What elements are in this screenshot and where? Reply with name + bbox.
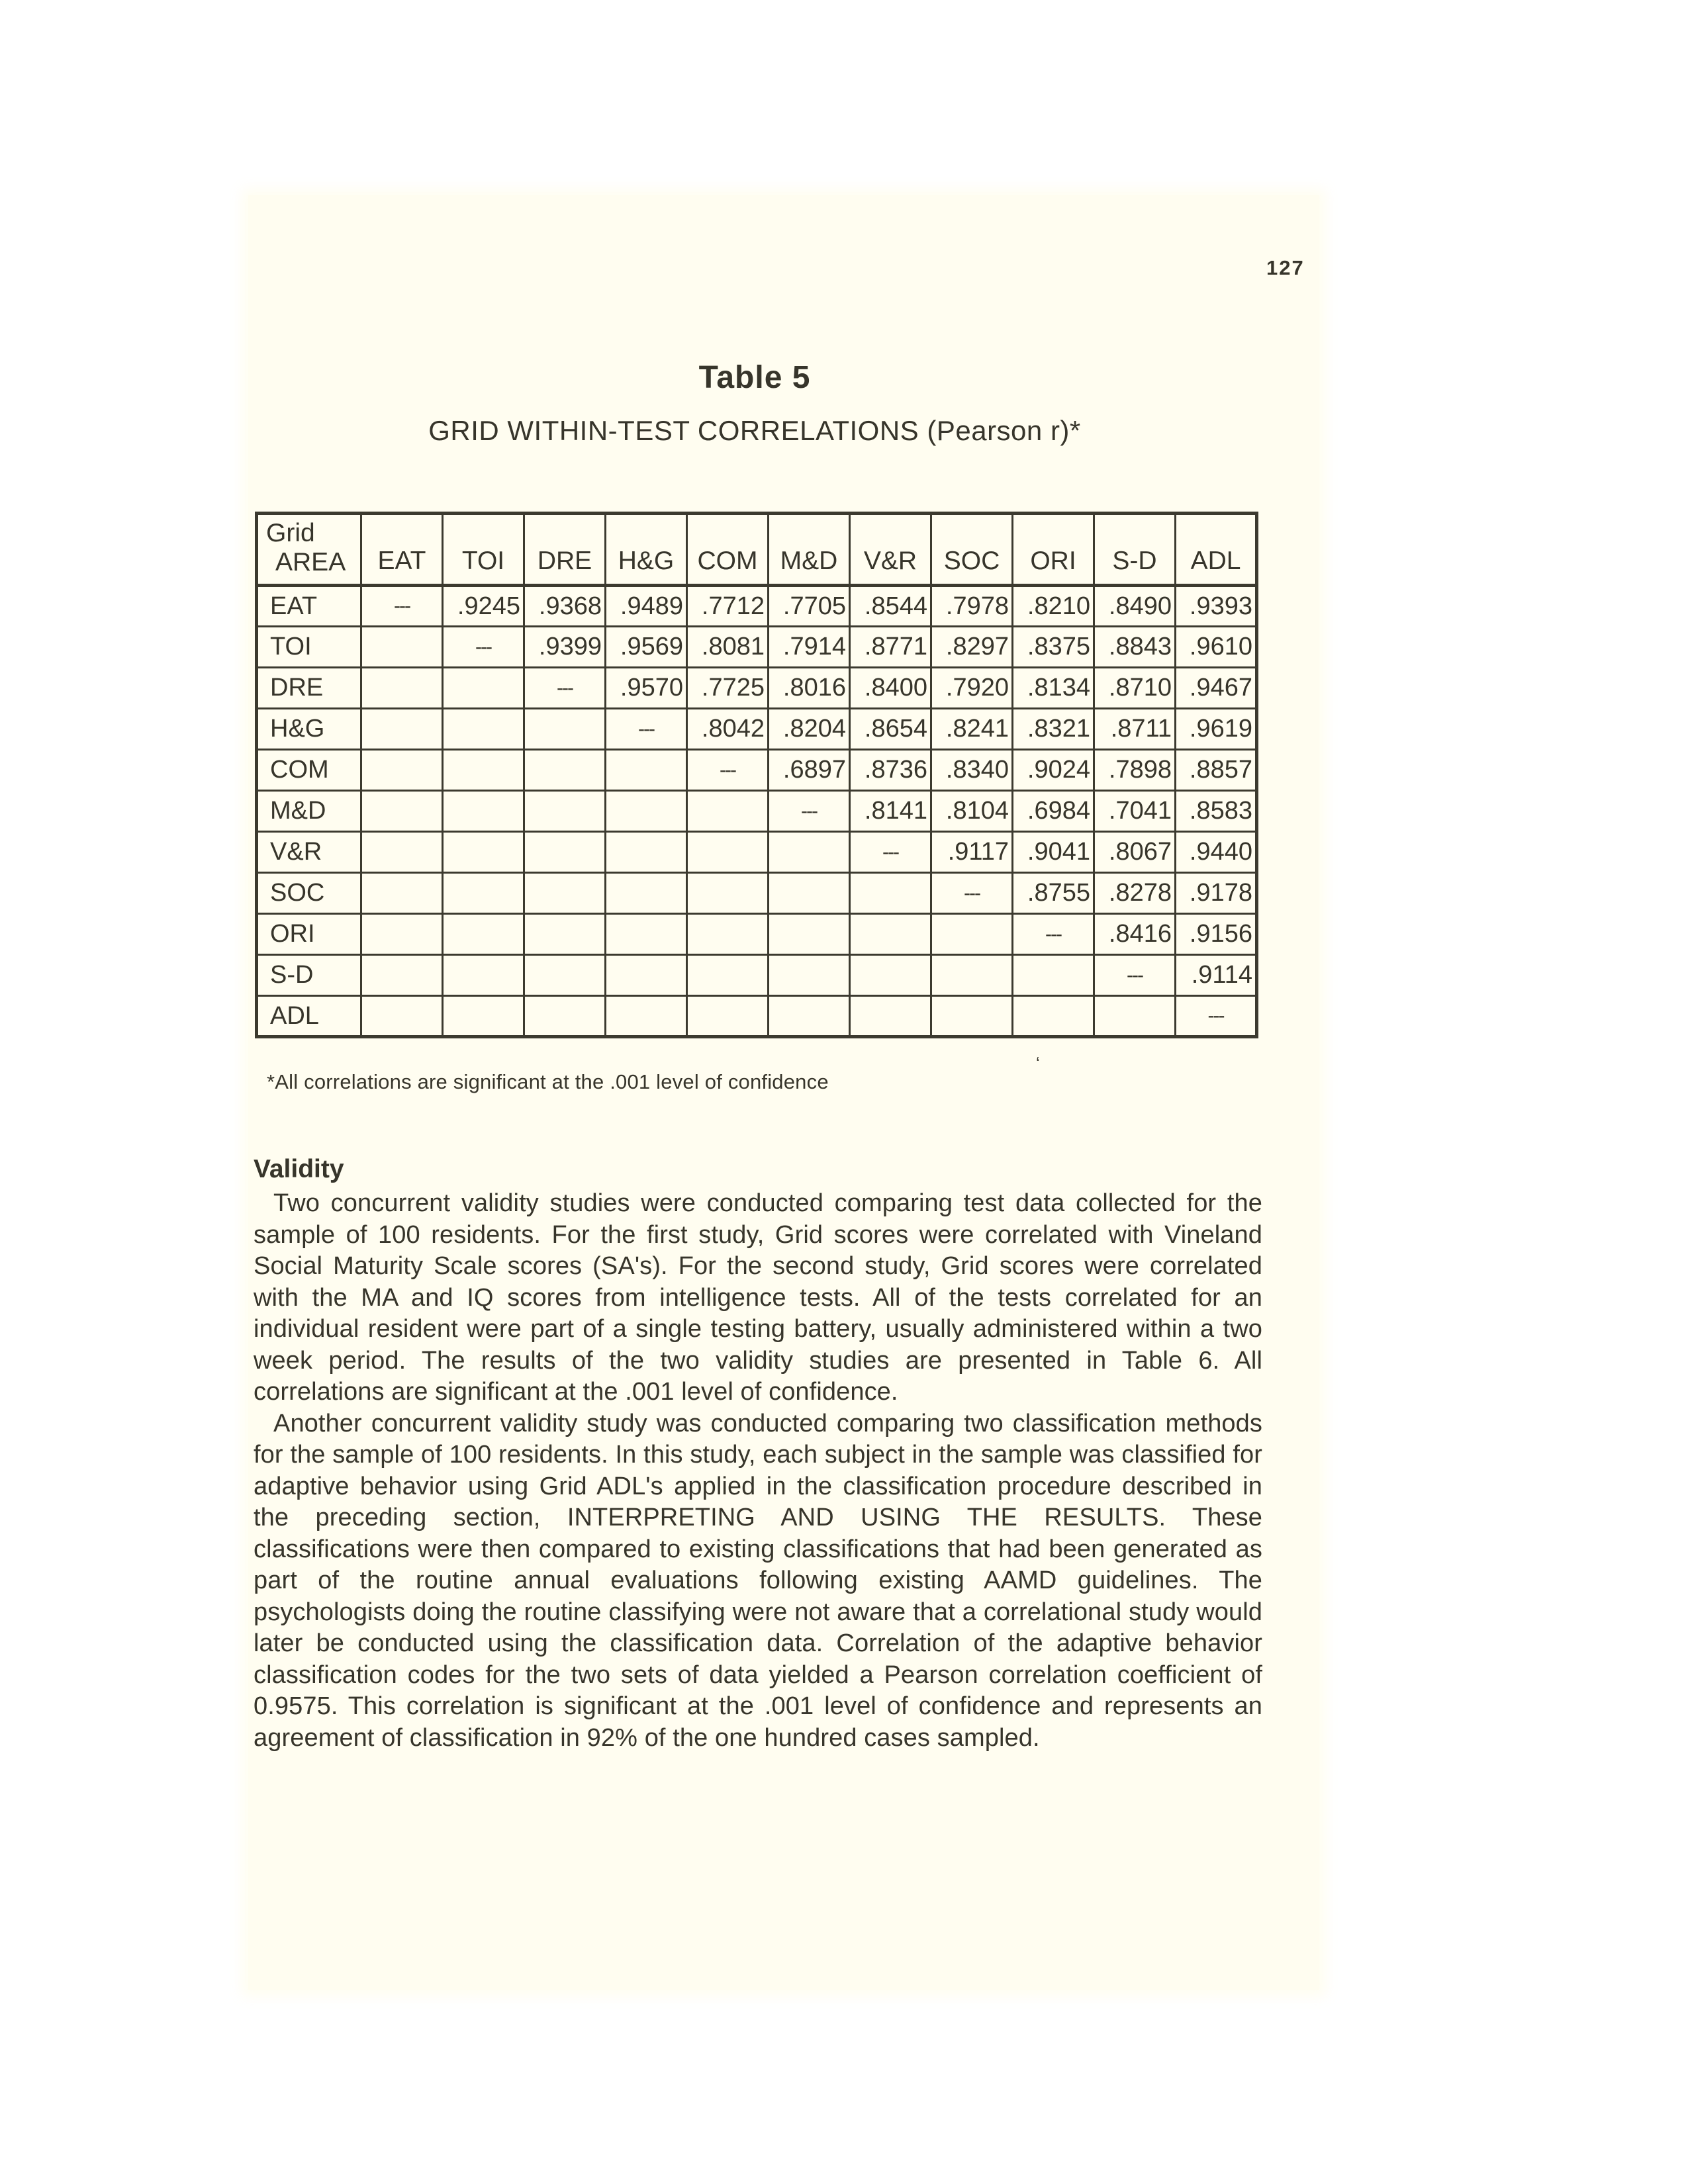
- row-label: COM: [257, 750, 361, 791]
- correlation-cell: ---: [1013, 914, 1094, 955]
- table-row: [257, 996, 1257, 1037]
- row-label: SOC: [257, 873, 361, 914]
- correlation-cell: .8710: [1094, 668, 1176, 709]
- correlation-cell: [606, 791, 687, 832]
- column-header: M&D: [769, 514, 850, 586]
- corner-header: [257, 514, 361, 586]
- correlation-cell: .8583: [1176, 791, 1257, 832]
- correlation-cell: .8857: [1176, 750, 1257, 791]
- correlation-cell: ---: [606, 709, 687, 750]
- table-row: [257, 955, 1257, 996]
- correlation-cell: .8210: [1013, 586, 1094, 627]
- table-row: [257, 709, 1257, 750]
- scanned-page: [248, 195, 1319, 1990]
- correlation-cell: [524, 709, 606, 750]
- correlation-cell: .7920: [931, 668, 1013, 709]
- correlation-cell: .9569: [606, 627, 687, 668]
- table-row: [257, 914, 1257, 955]
- correlation-cell: [687, 996, 769, 1037]
- table-subtitle: GRID WITHIN-TEST CORRELATIONS (Pearson r)*: [428, 415, 1081, 446]
- corner-header-line2: AREA: [275, 548, 346, 576]
- correlation-table: [255, 512, 1258, 1038]
- correlation-cell: .9467: [1176, 668, 1257, 709]
- row-label: ADL: [257, 996, 361, 1037]
- correlation-cell: ---: [524, 668, 606, 709]
- correlation-cell: .9114: [1176, 955, 1257, 996]
- correlation-cell: [687, 873, 769, 914]
- correlation-cell: .8042: [687, 709, 769, 750]
- correlation-cell: [606, 832, 687, 873]
- correlation-cell: .9178: [1176, 873, 1257, 914]
- correlation-cell: [361, 873, 443, 914]
- correlation-cell: [361, 750, 443, 791]
- correlation-cell: [443, 955, 524, 996]
- correlation-cell: [361, 914, 443, 955]
- correlation-cell: [443, 709, 524, 750]
- correlation-cell: [361, 955, 443, 996]
- correlation-cell: ---: [850, 832, 931, 873]
- correlation-cell: .8771: [850, 627, 931, 668]
- validity-text-block: [254, 1188, 1262, 1754]
- corner-header-line1: Grid: [266, 519, 315, 547]
- page-number: 127: [1266, 256, 1305, 279]
- table-row: [257, 668, 1257, 709]
- table-header-row: [257, 514, 1257, 586]
- correlation-cell: .8375: [1013, 627, 1094, 668]
- correlation-cell: ---: [1094, 955, 1176, 996]
- correlation-cell: [687, 832, 769, 873]
- column-header: ADL: [1176, 514, 1257, 586]
- table-header: [257, 514, 1257, 586]
- row-label: H&G: [257, 709, 361, 750]
- correlation-cell: .8711: [1094, 709, 1176, 750]
- column-header: V&R: [850, 514, 931, 586]
- correlation-cell: [361, 627, 443, 668]
- correlation-cell: [524, 996, 606, 1037]
- correlation-cell: .9570: [606, 668, 687, 709]
- section-heading-validity: Validity: [254, 1155, 344, 1183]
- correlation-cell: .8016: [769, 668, 850, 709]
- correlation-cell: .8400: [850, 668, 931, 709]
- correlation-cell: .7978: [931, 586, 1013, 627]
- correlation-cell: [769, 832, 850, 873]
- correlation-cell: .8544: [850, 586, 931, 627]
- correlation-cell: [850, 955, 931, 996]
- correlation-cell: .9399: [524, 627, 606, 668]
- correlation-cell: [606, 873, 687, 914]
- correlation-cell: [361, 996, 443, 1037]
- table-row: [257, 873, 1257, 914]
- correlation-cell: .7705: [769, 586, 850, 627]
- table-footnote: *All correlations are significant at the .001 level of confidence: [267, 1070, 829, 1093]
- correlation-cell: [931, 914, 1013, 955]
- table-row: [257, 750, 1257, 791]
- correlation-cell: .8141: [850, 791, 931, 832]
- row-label: ORI: [257, 914, 361, 955]
- table-title: Table 5: [698, 360, 811, 395]
- correlation-cell: .9156: [1176, 914, 1257, 955]
- correlation-cell: .9117: [931, 832, 1013, 873]
- correlation-cell: .8067: [1094, 832, 1176, 873]
- correlation-cell: .8104: [931, 791, 1013, 832]
- correlation-cell: [443, 791, 524, 832]
- correlation-cell: .7041: [1094, 791, 1176, 832]
- correlation-cell: .8654: [850, 709, 931, 750]
- correlation-cell: .8134: [1013, 668, 1094, 709]
- correlation-cell: .8736: [850, 750, 931, 791]
- correlation-cell: .6897: [769, 750, 850, 791]
- correlation-cell: .8081: [687, 627, 769, 668]
- correlation-cell: .9619: [1176, 709, 1257, 750]
- table-row: [257, 627, 1257, 668]
- correlation-cell: .8241: [931, 709, 1013, 750]
- column-header: EAT: [361, 514, 443, 586]
- correlation-cell: [850, 873, 931, 914]
- correlation-cell: [850, 996, 931, 1037]
- correlation-cell: .8416: [1094, 914, 1176, 955]
- correlation-cell: .8297: [931, 627, 1013, 668]
- correlation-cell: .7725: [687, 668, 769, 709]
- table-body: [257, 586, 1257, 1037]
- column-header: S-D: [1094, 514, 1176, 586]
- correlation-cell: [443, 914, 524, 955]
- correlation-cell: ---: [931, 873, 1013, 914]
- column-header: COM: [687, 514, 769, 586]
- correlation-cell: [769, 873, 850, 914]
- table-row: [257, 791, 1257, 832]
- table-row: [257, 586, 1257, 627]
- correlation-cell: .9610: [1176, 627, 1257, 668]
- table-row: [257, 832, 1257, 873]
- correlation-cell: .7712: [687, 586, 769, 627]
- correlation-cell: [361, 791, 443, 832]
- correlation-cell: [1013, 955, 1094, 996]
- correlation-cell: .8278: [1094, 873, 1176, 914]
- correlation-cell: .8843: [1094, 627, 1176, 668]
- column-header: TOI: [443, 514, 524, 586]
- correlation-cell: [361, 668, 443, 709]
- row-label: V&R: [257, 832, 361, 873]
- correlation-cell: [361, 832, 443, 873]
- correlation-cell: [1013, 996, 1094, 1037]
- row-label: DRE: [257, 668, 361, 709]
- correlation-cell: .8490: [1094, 586, 1176, 627]
- correlation-cell: [931, 996, 1013, 1037]
- correlation-cell: .9440: [1176, 832, 1257, 873]
- correlation-cell: [769, 955, 850, 996]
- correlation-cell: [606, 955, 687, 996]
- correlation-cell: .8755: [1013, 873, 1094, 914]
- correlation-cell: [606, 996, 687, 1037]
- correlation-cell: .9368: [524, 586, 606, 627]
- correlation-cell: [361, 709, 443, 750]
- row-label: M&D: [257, 791, 361, 832]
- correlation-cell: .9489: [606, 586, 687, 627]
- correlation-cell: .9041: [1013, 832, 1094, 873]
- correlation-cell: [524, 873, 606, 914]
- correlation-cell: [606, 750, 687, 791]
- correlation-cell: .9245: [443, 586, 524, 627]
- correlation-cell: [443, 832, 524, 873]
- correlation-cell: [443, 996, 524, 1037]
- correlation-cell: .9393: [1176, 586, 1257, 627]
- correlation-cell: [443, 750, 524, 791]
- correlation-cell: [769, 996, 850, 1037]
- correlation-cell: [443, 873, 524, 914]
- correlation-cell: [524, 791, 606, 832]
- correlation-cell: [769, 914, 850, 955]
- correlation-cell: .8204: [769, 709, 850, 750]
- correlation-cell: [850, 914, 931, 955]
- correlation-cell: [524, 832, 606, 873]
- correlation-cell: [606, 914, 687, 955]
- correlation-cell: [443, 668, 524, 709]
- correlation-cell: [931, 955, 1013, 996]
- correlation-cell: ---: [769, 791, 850, 832]
- correlation-cell: [687, 791, 769, 832]
- correlation-cell: ---: [443, 627, 524, 668]
- column-header: SOC: [931, 514, 1013, 586]
- correlation-cell: ---: [361, 586, 443, 627]
- row-label: TOI: [257, 627, 361, 668]
- row-label: EAT: [257, 586, 361, 627]
- row-label: S-D: [257, 955, 361, 996]
- correlation-cell: .7914: [769, 627, 850, 668]
- correlation-cell: .8340: [931, 750, 1013, 791]
- correlation-cell: .6984: [1013, 791, 1094, 832]
- correlation-cell: [524, 914, 606, 955]
- column-header: ORI: [1013, 514, 1094, 586]
- correlation-cell: ---: [687, 750, 769, 791]
- correlation-cell: [524, 955, 606, 996]
- correlation-cell: [524, 750, 606, 791]
- scan-artifact-mark: ‘: [1036, 1053, 1040, 1073]
- correlation-cell: [687, 955, 769, 996]
- correlation-cell: ---: [1176, 996, 1257, 1037]
- correlation-cell: .8321: [1013, 709, 1094, 750]
- column-header: H&G: [606, 514, 687, 586]
- correlation-cell: [1094, 996, 1176, 1037]
- correlation-cell: [687, 914, 769, 955]
- correlation-cell: .9024: [1013, 750, 1094, 791]
- column-header: DRE: [524, 514, 606, 586]
- paragraph: Two concurrent validity studies were conducted comparing test data collected for the sample of 100 residents. For the first study, Grid scores were correlated with Vineland Social Maturity Scale scores (SA's). For the second study, Grid scores were correlated with the MA and IQ scores from intelligence tests. All of the tests correlated for an individual resident were part of a single testing battery, usually administered within a two week period. The results of the two validity studies are presented in Table 6. All correlations are significant at the .001 level of confidence.: [254, 1189, 1262, 1406]
- correlation-cell: .7898: [1094, 750, 1176, 791]
- paragraph: Another concurrent validity study was conducted comparing two classification methods for the sample of 100 residents. In this study, each subject in the sample was classified for adaptive behavior using Grid ADL's applied in the classification procedure described in the preceding section, INTERPRETING AND USING THE RESULTS. These classifications were then compared to existing classifications that had been generated as part of the routine annual evaluations following existing AAMD guidelines. The psychologists doing the routine classifying were not aware that a correlational study would later be conducted using the classification data. Correlation of the adaptive behavior classification codes for the two sets of data yielded a Pearson correlation coefficient of 0.9575. This correlation is significant at the .001 level of confidence and represents an agreement of classification in 92% of the one hundred cases sampled.: [254, 1409, 1262, 1752]
